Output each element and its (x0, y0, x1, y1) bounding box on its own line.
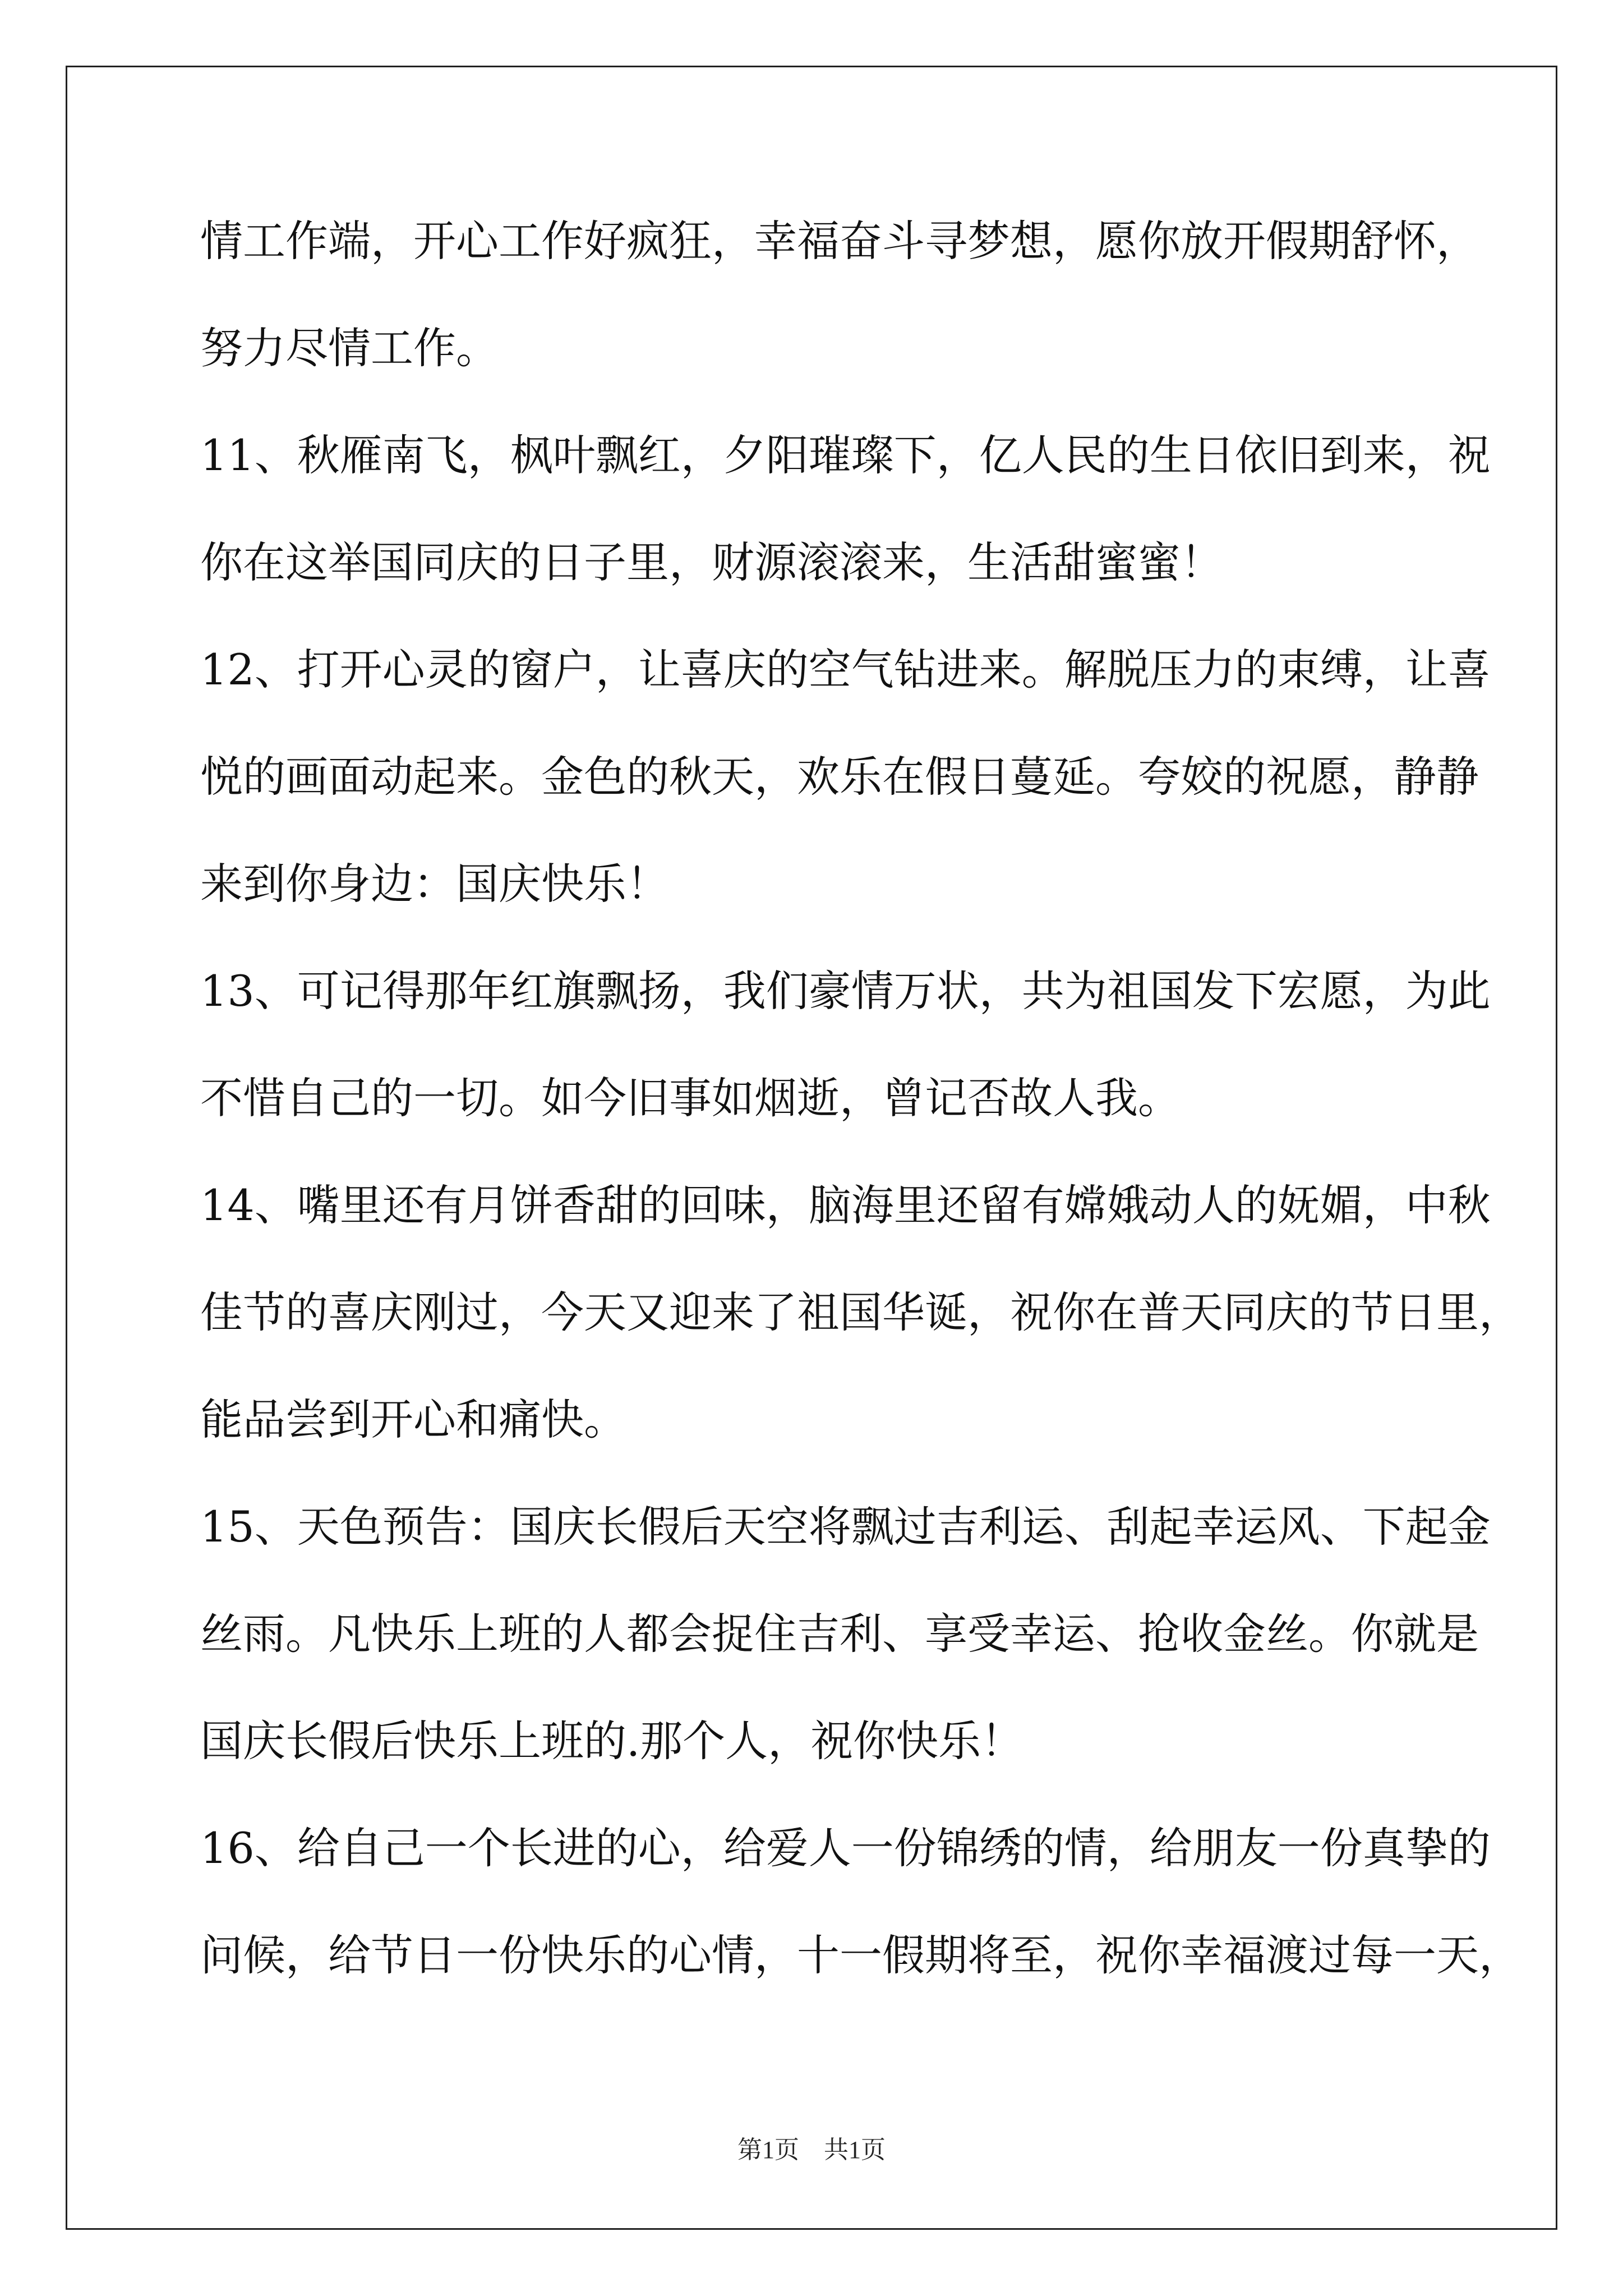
document-body (200, 216, 1521, 2041)
text-line: 国庆长假后快乐上班的.那个人，祝你快乐！ (200, 1716, 1024, 1766)
text-line: 13、可记得那年红旗飘扬，我们豪情万状，共为祖国发下宏愿，为此 (200, 966, 1491, 1016)
text-line: 悦的画面动起来。金色的秋天，欢乐在假日蔓延。夸姣的祝愿，静静 (200, 752, 1479, 802)
text-line: 来到你身边：国庆快乐！ (200, 859, 669, 909)
text-line: 你在这举国同庆的日子里，财源滚滚来，生活甜蜜蜜！ (200, 537, 1223, 587)
text-line: 15、天色预告：国庆长假后天空将飘过吉利运、刮起幸运风、下起金 (200, 1502, 1491, 1552)
text-line: 12、打开心灵的窗户，让喜庆的空气钻进来。解脱压力的束缚，让喜 (200, 645, 1491, 694)
text-line: 情工作端，开心工作好疯狂，幸福奋斗寻梦想，愿你放开假期舒怀， (200, 216, 1479, 266)
text-line: 11、秋雁南飞，枫叶飘红，夕阳璀璨下，亿人民的生日依旧到来，祝 (200, 430, 1491, 480)
page-number-footer: 第1页 共1页 (737, 2136, 886, 2164)
text-line: 问候，给节日一份快乐的心情，十一假期将至，祝你幸福渡过每一天， (200, 1930, 1521, 1980)
text-line: 能品尝到开心和痛快。 (200, 1395, 626, 1444)
text-line: 佳节的喜庆刚过，今天又迎来了祖国华诞，祝你在普天同庆的节日里， (200, 1287, 1521, 1337)
text-line: 丝雨。凡快乐上班的人都会捉住吉利、享受幸运、抢收金丝。你就是 (200, 1609, 1479, 1659)
text-line: 16、给自己一个长进的心，给爱人一份锦绣的情，给朋友一份真挚的 (200, 1823, 1491, 1873)
text-line: 努力尽情工作。 (200, 323, 499, 373)
text-line: 不惜自己的一切。如今旧事如烟逝，曾记否故人我。 (200, 1073, 1181, 1123)
text-line: 14、嘴里还有月饼香甜的回味，脑海里还留有嫦娥动人的妩媚，中秋 (200, 1180, 1491, 1230)
